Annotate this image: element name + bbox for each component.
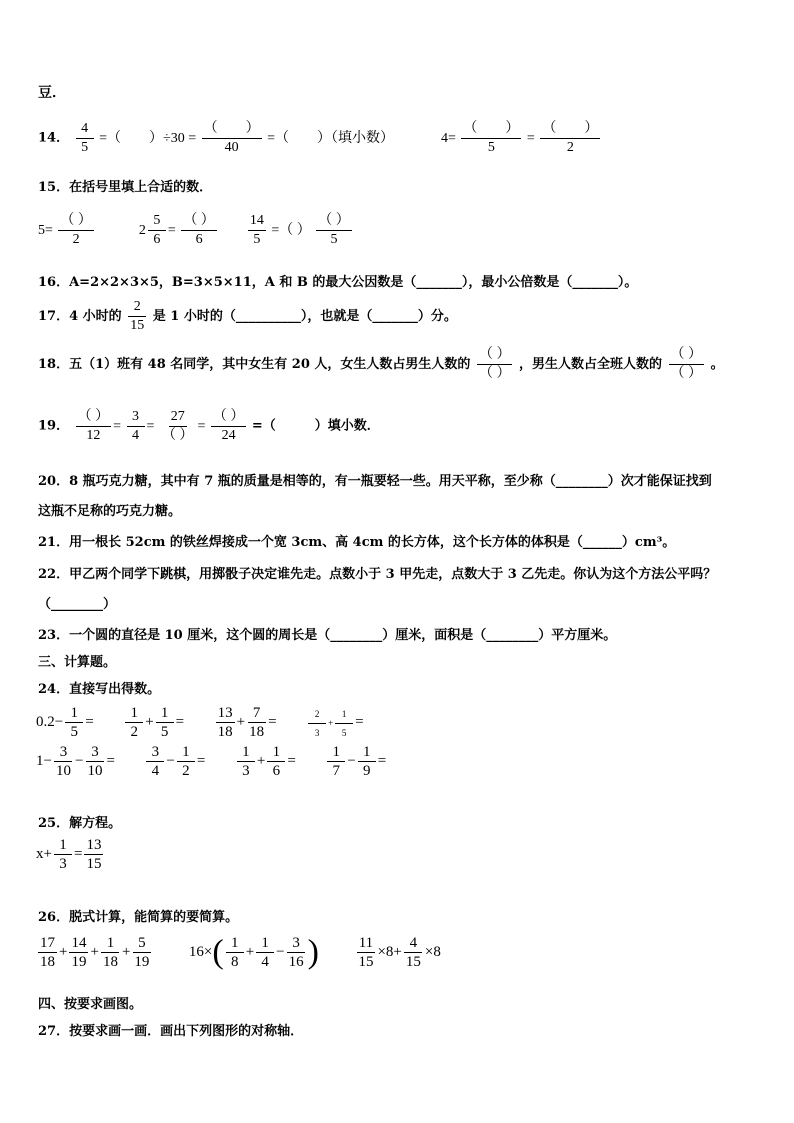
q24-r2-frac-d1: $\frac{1}{7}$ — [327, 743, 345, 780]
q26-expressions — [36, 934, 441, 971]
question-19: 19． $\frac{( )}{12}$ = $\frac{3}{4}$ = $\frac{27}{( )}$ = $\frac{( )}{24}$ =（ ）填小数． — [38, 409, 380, 443]
question-24: 24．直接写出得数。 — [38, 682, 161, 697]
q17-part-a: 17．4 小时的 — [38, 309, 122, 324]
q14-frac-3: $\frac{( )}{5}$ — [463, 121, 520, 155]
question-27: 27．按要求画一画．画出下列图形的对称轴． — [38, 1024, 304, 1039]
question-20-line-1: 20．8 瓶巧克力糖，其中有 7 瓶的质量是相等的，有一瓶要轻一些。用天平称，至少称（________）次才能保证找到 — [38, 474, 712, 489]
q19-frac-2: $\frac{3}{4}$ — [127, 408, 145, 445]
q24-r2-frac-c2: $\frac{1}{6}$ — [267, 743, 285, 780]
q24-r1-frac-d2: $\frac{1}{5}$ — [335, 705, 353, 742]
q15-frac-1: $\frac{( )}{2}$ — [60, 213, 92, 247]
q18-frac-2: $\frac{( )}{( )}$ — [670, 347, 703, 381]
question-18 — [38, 346, 724, 383]
q24-r2-frac-b2: $\frac{1}{2}$ — [177, 743, 195, 780]
q24-r1-frac-d1: $\frac{2}{3}$ — [308, 705, 326, 742]
q18-part-a: 18．五（1）班有 48 名同学，其中女生有 20 人，女生人数占男生人数的 — [38, 357, 471, 372]
q24-r1-frac-c2: $\frac{7}{18}$ — [249, 705, 265, 740]
question-22-line-2: （________） — [38, 597, 117, 612]
q14-lead-2: 4= — [441, 130, 456, 146]
q19-number: 19． — [38, 418, 70, 434]
q24-r1-frac-a: $\frac{1}{5}$ — [65, 704, 83, 741]
question-21: 21．用一根长 52cm 的铁丝焊接成一个宽 3cm、高 4cm 的长方体，这个长方体的体积是（______）cm³。 — [38, 535, 676, 550]
section-3-heading: 三、计算题。 — [38, 655, 117, 670]
q18-part-c: 。 — [710, 357, 724, 372]
q15-text: 15．在括号里填上合适的数． — [38, 180, 213, 195]
q24-r1-frac-b2: $\frac{1}{5}$ — [156, 704, 174, 741]
q15-mixed-number: 2 $\frac{5}{6}$ — [139, 212, 168, 249]
q14-frac-2: $\frac{( )}{40}$ — [203, 121, 260, 155]
q17-part-b: 是 1 小时的（__________），也就是（_______）分。 — [152, 309, 457, 324]
section-4-heading: 四、按要求画图。 — [38, 997, 143, 1012]
q26-expr-2: 16×( $\frac{1}{8}$ + $\frac{1}{4}$ − $\frac{3}{16}$ ) — [188, 933, 319, 971]
q13-tail: 豆． — [38, 85, 66, 101]
q15-frac-2: $\frac{( )}{6}$ — [183, 213, 215, 247]
question-25: 25．解方程。 — [38, 816, 122, 831]
q19-frac-3: $\frac{27}{( )}$ — [161, 409, 194, 443]
q17-frac: $\frac{2}{15}$ — [130, 299, 145, 333]
q14-expr-2: =（ ）（填小数） — [267, 130, 395, 146]
q24-r1-frac-c1: $\frac{13}{18}$ — [217, 705, 233, 740]
q19-frac-1: $\frac{( )}{12}$ — [77, 409, 110, 443]
question-22-line-1: 22．甲乙两个同学下跳棋，用掷骰子决定谁先走。点数小于 3 甲先走，点数大于 3 乙先走。你认为这个方法公平吗？ — [38, 567, 717, 582]
question-23: 23．一个圆的直径是 10 厘米，这个圆的周长是（________）厘米，面积是（________）平方厘米。 — [38, 628, 617, 643]
q15-frac-3: $\frac{14}{5}$ — [249, 213, 264, 247]
q24-row-1: 0.2− $\frac{1}{5}$ = $\frac{1}{2}$ + $\frac{1}{5}$ = $\frac{13}{18}$ + $\frac{7}{18}$ = $\frac{2}{3}$ + $\frac{1}{5}$ = — [36, 704, 364, 742]
q25-frac-1: $\frac{1}{3}$ — [54, 836, 72, 873]
question-14: 14． $\frac{4}{5}$ =（ ）÷30 = $\frac{( )}{40}$ =（ ）（填小数） 4= $\frac{( )}{5}$ = $\frac{( )}{2}$ — [38, 121, 599, 155]
q19-frac-4: $\frac{( )}{24}$ — [212, 409, 245, 443]
q24-r2-frac-a2: $\frac{3}{10}$ — [87, 744, 103, 779]
q24-row-2: 1− $\frac{3}{10}$ − $\frac{3}{10}$ = $\frac{3}{4}$ − $\frac{1}{2}$ = $\frac{1}{3}$ + $\frac{1}{6}$ = $\frac{1}{7}$ − $\frac{1}{9}$ = — [36, 744, 387, 779]
q25-equation: x+ $\frac{1}{3}$ = $\frac{13}{15}$ — [36, 837, 102, 872]
question-26: 26．脱式计算，能简算的要简算。 — [38, 910, 239, 925]
q18-frac-1: $\frac{( )}{( )}$ — [478, 347, 511, 381]
q14-number: 14． — [38, 130, 70, 146]
q24-r2-frac-b1: $\frac{3}{4}$ — [146, 743, 164, 780]
q15-lead: 5= — [38, 222, 53, 238]
q24-r2-frac-c1: $\frac{1}{3}$ — [237, 743, 255, 780]
q25-frac-2: $\frac{13}{15}$ — [86, 837, 102, 872]
q14-frac-1: $\frac{4}{5}$ — [76, 120, 94, 157]
q18-part-b: ，男生人数占全班人数的 — [518, 357, 662, 372]
q15-frac-4: $\frac{( )}{5}$ — [318, 213, 350, 247]
q19-tail: =（ ）填小数． — [251, 418, 380, 434]
q24-r2-frac-d2: $\frac{1}{9}$ — [358, 743, 376, 780]
question-17 — [38, 298, 457, 335]
q26-expr-3: $\frac{11}{15}$ ×8+ $\frac{4}{15}$ ×8 — [358, 935, 441, 970]
question-20-line-2: 这瓶不足称的巧克力糖。 — [38, 504, 182, 519]
q14-frac-4: $\frac{( )}{2}$ — [542, 121, 599, 155]
q14-expr-1: =（ ）÷30 = — [99, 130, 197, 146]
question-16: 16．A=2×2×3×5，B=3×5×11，A 和 B 的最大公因数是（_______），最小公倍数是（_______）。 — [38, 275, 638, 290]
q24-r1-frac-b1: $\frac{1}{2}$ — [125, 704, 143, 741]
q15-mid: =（ ） — [271, 222, 311, 238]
q15-expressions: 5= $\frac{( )}{2}$ 2 $\frac{5}{6}$ = $\frac{( )}{6}$ $\frac{14}{5}$ =（ ） $\frac{( )}{5}$ — [38, 213, 350, 248]
q26-expr-1: $\frac{17}{18}$ + $\frac{14}{19}$ + $\frac{1}{18}$ + $\frac{5}{19}$ — [40, 935, 150, 970]
q24-r2-frac-a1: $\frac{3}{10}$ — [55, 744, 71, 779]
